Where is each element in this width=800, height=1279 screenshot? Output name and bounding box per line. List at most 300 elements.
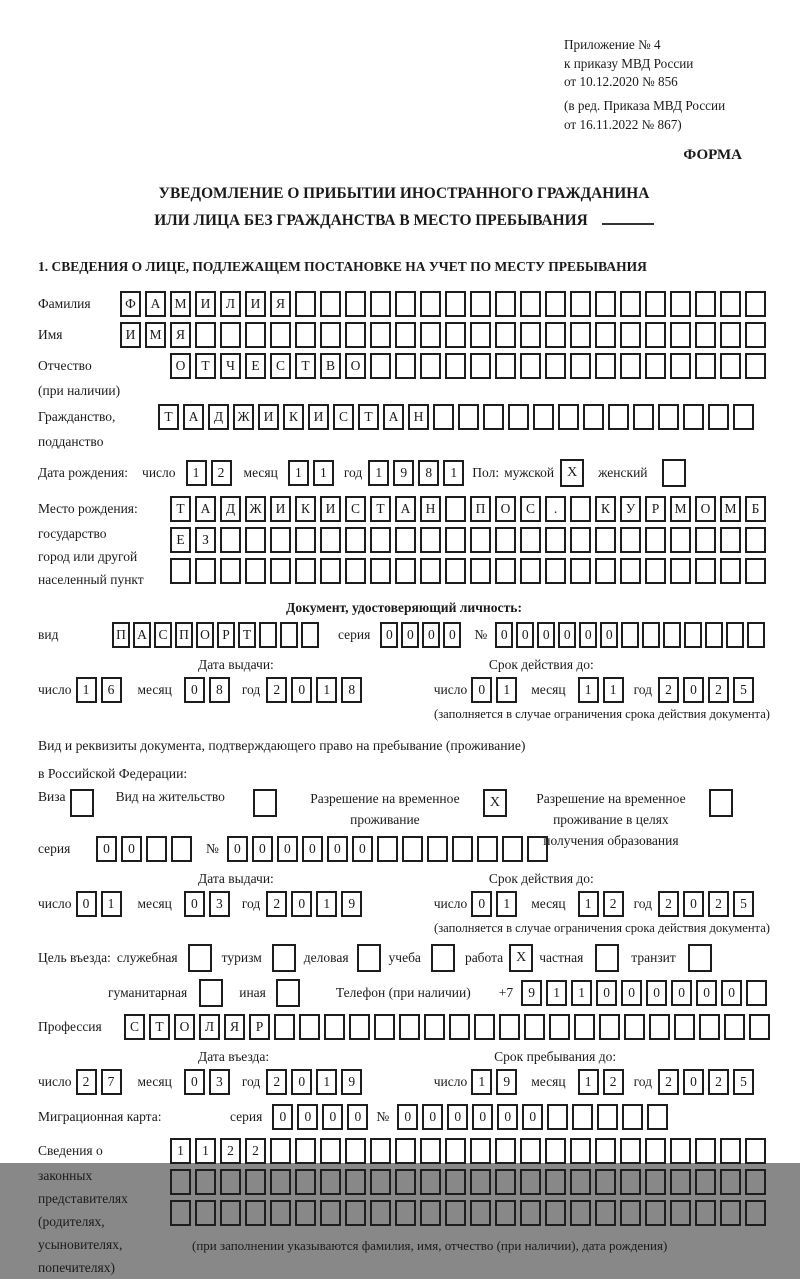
form-cell[interactable]	[420, 1169, 441, 1195]
form-cell[interactable]: 0	[472, 1104, 493, 1130]
form-cell[interactable]	[520, 1200, 541, 1226]
form-cell[interactable]: 2	[658, 677, 679, 703]
form-cell[interactable]: 0	[683, 891, 704, 917]
form-cell[interactable]: Т	[195, 353, 216, 379]
form-cell[interactable]: 0	[596, 980, 617, 1006]
form-cell[interactable]: 0	[443, 622, 461, 648]
form-cell[interactable]	[621, 622, 639, 648]
form-cell[interactable]	[645, 353, 666, 379]
form-cell[interactable]: Е	[170, 527, 191, 553]
form-cell[interactable]	[477, 836, 498, 862]
form-cell[interactable]	[683, 404, 704, 430]
form-cell[interactable]	[445, 1169, 466, 1195]
form-cell[interactable]	[320, 558, 341, 584]
form-cell[interactable]	[299, 1014, 320, 1040]
form-cell[interactable]: 0	[76, 891, 97, 917]
form-cell[interactable]: Т	[238, 622, 256, 648]
form-cell[interactable]	[420, 291, 441, 317]
form-cell[interactable]	[695, 1200, 716, 1226]
form-cell[interactable]: М	[670, 496, 691, 522]
form-cell[interactable]	[595, 527, 616, 553]
form-cell[interactable]: С	[124, 1014, 145, 1040]
form-cell[interactable]	[720, 291, 741, 317]
form-cell[interactable]	[597, 1104, 618, 1130]
form-cell[interactable]	[720, 1200, 741, 1226]
form-cell[interactable]	[395, 353, 416, 379]
form-cell[interactable]	[495, 1138, 516, 1164]
form-cell[interactable]	[620, 1138, 641, 1164]
form-cell[interactable]: 1	[288, 460, 309, 486]
form-cell[interactable]: О	[174, 1014, 195, 1040]
form-cell[interactable]: С	[345, 496, 366, 522]
form-cell[interactable]: 0	[227, 836, 248, 862]
form-cell[interactable]	[195, 1200, 216, 1226]
form-cell[interactable]	[747, 622, 765, 648]
form-cell[interactable]	[345, 527, 366, 553]
stay-year-cells[interactable]	[658, 1069, 758, 1095]
form-cell[interactable]: 1	[101, 891, 122, 917]
res-number-cells[interactable]	[227, 836, 552, 862]
form-cell[interactable]	[370, 1169, 391, 1195]
form-cell[interactable]	[545, 1169, 566, 1195]
form-cell[interactable]	[395, 1169, 416, 1195]
doc-kind-cells[interactable]	[112, 622, 322, 648]
form-cell[interactable]: Т	[370, 496, 391, 522]
form-cell[interactable]: А	[195, 496, 216, 522]
form-cell[interactable]: 0	[683, 677, 704, 703]
form-cell[interactable]	[445, 291, 466, 317]
form-cell[interactable]	[720, 558, 741, 584]
form-cell[interactable]	[645, 558, 666, 584]
male-checkbox[interactable]: X	[560, 459, 584, 487]
form-cell[interactable]	[620, 353, 641, 379]
form-cell[interactable]: 1	[546, 980, 567, 1006]
res-valid-month-cells[interactable]	[578, 891, 628, 917]
form-cell[interactable]: 0	[297, 1104, 318, 1130]
form-cell[interactable]	[499, 1014, 520, 1040]
form-cell[interactable]: 1	[443, 460, 464, 486]
form-cell[interactable]	[695, 558, 716, 584]
form-cell[interactable]: 5	[733, 677, 754, 703]
form-cell[interactable]: 0	[683, 1069, 704, 1095]
form-cell[interactable]	[558, 404, 579, 430]
form-cell[interactable]: Р	[645, 496, 666, 522]
form-cell[interactable]	[608, 404, 629, 430]
form-cell[interactable]	[670, 1169, 691, 1195]
form-cell[interactable]	[670, 353, 691, 379]
form-cell[interactable]	[433, 404, 454, 430]
form-cell[interactable]: 0	[522, 1104, 543, 1130]
form-cell[interactable]: 0	[646, 980, 667, 1006]
form-cell[interactable]	[495, 527, 516, 553]
form-cell[interactable]: М	[720, 496, 741, 522]
form-cell[interactable]	[370, 353, 391, 379]
form-cell[interactable]: К	[283, 404, 304, 430]
form-cell[interactable]: Б	[745, 496, 766, 522]
form-cell[interactable]: С	[154, 622, 172, 648]
form-cell[interactable]	[420, 558, 441, 584]
form-cell[interactable]	[445, 496, 466, 522]
form-cell[interactable]: 0	[447, 1104, 468, 1130]
purpose-work-checkbox[interactable]: X	[509, 944, 533, 972]
form-cell[interactable]	[545, 353, 566, 379]
legal-row2-cells[interactable]	[170, 1169, 770, 1195]
form-cell[interactable]	[295, 322, 316, 348]
legal-row1-cells[interactable]	[170, 1138, 770, 1164]
form-cell[interactable]	[370, 1200, 391, 1226]
form-cell[interactable]	[270, 1169, 291, 1195]
form-cell[interactable]	[270, 1138, 291, 1164]
form-cell[interactable]	[370, 322, 391, 348]
form-cell[interactable]: 0	[291, 1069, 312, 1095]
form-cell[interactable]	[470, 353, 491, 379]
form-cell[interactable]	[445, 1200, 466, 1226]
form-cell[interactable]: О	[345, 353, 366, 379]
form-cell[interactable]: Ф	[120, 291, 141, 317]
female-checkbox[interactable]	[662, 459, 686, 487]
profession-cells[interactable]	[124, 1014, 774, 1040]
form-cell[interactable]: 8	[341, 677, 362, 703]
form-cell[interactable]: 0	[380, 622, 398, 648]
form-cell[interactable]	[195, 1169, 216, 1195]
form-cell[interactable]	[220, 1169, 241, 1195]
form-cell[interactable]: 0	[497, 1104, 518, 1130]
form-cell[interactable]	[170, 1200, 191, 1226]
form-cell[interactable]	[295, 527, 316, 553]
form-cell[interactable]	[570, 527, 591, 553]
surname-cells[interactable]	[120, 291, 770, 317]
form-cell[interactable]	[724, 1014, 745, 1040]
form-cell[interactable]	[524, 1014, 545, 1040]
form-cell[interactable]: Ж	[233, 404, 254, 430]
form-cell[interactable]	[720, 353, 741, 379]
form-cell[interactable]	[470, 291, 491, 317]
form-cell[interactable]	[349, 1014, 370, 1040]
form-cell[interactable]: 0	[422, 622, 440, 648]
form-cell[interactable]	[171, 836, 192, 862]
form-cell[interactable]	[620, 322, 641, 348]
form-cell[interactable]: 0	[422, 1104, 443, 1130]
form-cell[interactable]	[245, 1169, 266, 1195]
form-cell[interactable]: 1	[571, 980, 592, 1006]
form-cell[interactable]	[620, 1200, 641, 1226]
form-cell[interactable]: А	[145, 291, 166, 317]
form-cell[interactable]: 8	[209, 677, 230, 703]
form-cell[interactable]	[746, 980, 767, 1006]
form-cell[interactable]: Н	[408, 404, 429, 430]
form-cell[interactable]	[345, 558, 366, 584]
form-cell[interactable]: Т	[170, 496, 191, 522]
temp-residence-checkbox[interactable]: X	[483, 789, 507, 817]
form-cell[interactable]	[745, 291, 766, 317]
name-cells[interactable]	[120, 322, 770, 348]
form-cell[interactable]: 2	[658, 1069, 679, 1095]
form-cell[interactable]	[295, 1169, 316, 1195]
form-cell[interactable]	[445, 1138, 466, 1164]
form-cell[interactable]: 2	[603, 891, 624, 917]
form-cell[interactable]	[620, 527, 641, 553]
form-cell[interactable]: С	[333, 404, 354, 430]
birth-year-cells[interactable]	[368, 460, 468, 486]
form-cell[interactable]	[495, 291, 516, 317]
form-cell[interactable]	[670, 558, 691, 584]
form-cell[interactable]: 0	[696, 980, 717, 1006]
purpose-commercial-checkbox[interactable]	[357, 944, 381, 972]
form-cell[interactable]	[705, 622, 723, 648]
form-cell[interactable]: А	[133, 622, 151, 648]
form-cell[interactable]: 0	[184, 891, 205, 917]
form-cell[interactable]	[595, 322, 616, 348]
form-cell[interactable]: 3	[209, 891, 230, 917]
form-cell[interactable]: А	[183, 404, 204, 430]
form-cell[interactable]	[670, 1200, 691, 1226]
form-cell[interactable]	[647, 1104, 668, 1130]
res-valid-year-cells[interactable]	[658, 891, 758, 917]
form-cell[interactable]	[642, 622, 660, 648]
form-cell[interactable]: 1	[496, 891, 517, 917]
form-cell[interactable]	[470, 1138, 491, 1164]
form-cell[interactable]: 0	[558, 622, 576, 648]
form-cell[interactable]	[595, 353, 616, 379]
form-cell[interactable]	[684, 622, 702, 648]
form-cell[interactable]	[220, 558, 241, 584]
form-cell[interactable]	[674, 1014, 695, 1040]
form-cell[interactable]	[245, 527, 266, 553]
form-cell[interactable]: 1	[76, 677, 97, 703]
form-cell[interactable]: Д	[220, 496, 241, 522]
form-cell[interactable]	[645, 322, 666, 348]
birth-month-cells[interactable]	[288, 460, 338, 486]
form-cell[interactable]: 0	[600, 622, 618, 648]
form-cell[interactable]: 0	[671, 980, 692, 1006]
form-cell[interactable]	[624, 1014, 645, 1040]
form-cell[interactable]	[649, 1014, 670, 1040]
form-cell[interactable]	[420, 1200, 441, 1226]
form-cell[interactable]: М	[170, 291, 191, 317]
form-cell[interactable]	[633, 404, 654, 430]
form-cell[interactable]	[570, 322, 591, 348]
form-cell[interactable]	[320, 1169, 341, 1195]
form-cell[interactable]	[458, 404, 479, 430]
form-cell[interactable]: 9	[496, 1069, 517, 1095]
id-valid-month-cells[interactable]	[578, 677, 628, 703]
form-cell[interactable]	[345, 1200, 366, 1226]
form-cell[interactable]: 7	[101, 1069, 122, 1095]
form-cell[interactable]: 2	[76, 1069, 97, 1095]
birth-place-row2-cells[interactable]	[170, 527, 770, 553]
form-cell[interactable]	[695, 1169, 716, 1195]
form-cell[interactable]: 0	[397, 1104, 418, 1130]
form-cell[interactable]	[570, 291, 591, 317]
form-cell[interactable]: П	[112, 622, 130, 648]
form-cell[interactable]	[280, 622, 298, 648]
form-cell[interactable]	[699, 1014, 720, 1040]
form-cell[interactable]	[545, 558, 566, 584]
form-cell[interactable]: О	[170, 353, 191, 379]
form-cell[interactable]: Р	[249, 1014, 270, 1040]
res-issue-day-cells[interactable]	[76, 891, 126, 917]
form-cell[interactable]	[245, 322, 266, 348]
form-cell[interactable]	[295, 1200, 316, 1226]
form-cell[interactable]	[420, 1138, 441, 1164]
form-cell[interactable]	[495, 1200, 516, 1226]
form-cell[interactable]	[449, 1014, 470, 1040]
form-cell[interactable]: К	[595, 496, 616, 522]
form-cell[interactable]: Т	[149, 1014, 170, 1040]
id-valid-year-cells[interactable]	[658, 677, 758, 703]
residence-permit-checkbox[interactable]	[253, 789, 277, 817]
form-cell[interactable]	[495, 558, 516, 584]
form-cell[interactable]	[645, 527, 666, 553]
form-cell[interactable]: 1	[603, 677, 624, 703]
form-cell[interactable]	[670, 527, 691, 553]
form-cell[interactable]	[195, 322, 216, 348]
form-cell[interactable]	[720, 1138, 741, 1164]
form-cell[interactable]: М	[145, 322, 166, 348]
form-cell[interactable]	[645, 1200, 666, 1226]
form-cell[interactable]: Т	[158, 404, 179, 430]
form-cell[interactable]: И	[270, 496, 291, 522]
form-cell[interactable]: Л	[220, 291, 241, 317]
phone-cells[interactable]	[521, 980, 771, 1006]
form-cell[interactable]	[545, 291, 566, 317]
id-issue-month-cells[interactable]	[184, 677, 234, 703]
form-cell[interactable]	[395, 1200, 416, 1226]
form-cell[interactable]	[733, 404, 754, 430]
purpose-humanitarian-checkbox[interactable]	[199, 979, 223, 1007]
form-cell[interactable]: 2	[708, 677, 729, 703]
form-cell[interactable]	[270, 558, 291, 584]
form-cell[interactable]	[395, 291, 416, 317]
form-cell[interactable]: Ж	[245, 496, 266, 522]
form-cell[interactable]: 2	[245, 1138, 266, 1164]
form-cell[interactable]: 0	[471, 891, 492, 917]
form-cell[interactable]: 0	[291, 677, 312, 703]
form-cell[interactable]: 0	[184, 677, 205, 703]
form-cell[interactable]	[270, 322, 291, 348]
form-cell[interactable]	[520, 353, 541, 379]
form-cell[interactable]	[502, 836, 523, 862]
form-cell[interactable]: 0	[621, 980, 642, 1006]
form-cell[interactable]	[745, 558, 766, 584]
form-cell[interactable]: 2	[266, 1069, 287, 1095]
birth-place-row3-cells[interactable]	[170, 558, 770, 584]
form-cell[interactable]: 6	[101, 677, 122, 703]
form-cell[interactable]: 1	[316, 1069, 337, 1095]
form-cell[interactable]	[545, 1200, 566, 1226]
form-cell[interactable]: И	[245, 291, 266, 317]
form-cell[interactable]	[470, 322, 491, 348]
form-cell[interactable]	[474, 1014, 495, 1040]
form-cell[interactable]	[320, 1138, 341, 1164]
form-cell[interactable]	[270, 1200, 291, 1226]
form-cell[interactable]: 1	[578, 891, 599, 917]
form-cell[interactable]	[220, 322, 241, 348]
form-cell[interactable]: 1	[368, 460, 389, 486]
form-cell[interactable]	[295, 1138, 316, 1164]
form-cell[interactable]: 0	[352, 836, 373, 862]
stay-month-cells[interactable]	[578, 1069, 628, 1095]
form-cell[interactable]	[670, 1138, 691, 1164]
form-cell[interactable]: 9	[521, 980, 542, 1006]
form-cell[interactable]: П	[175, 622, 193, 648]
form-cell[interactable]	[195, 558, 216, 584]
form-cell[interactable]	[663, 622, 681, 648]
purpose-study-checkbox[interactable]	[431, 944, 455, 972]
form-cell[interactable]	[320, 322, 341, 348]
form-cell[interactable]: 1	[316, 677, 337, 703]
form-cell[interactable]	[320, 527, 341, 553]
form-cell[interactable]: 0	[401, 622, 419, 648]
form-cell[interactable]: 8	[418, 460, 439, 486]
form-cell[interactable]	[420, 527, 441, 553]
form-cell[interactable]: Я	[170, 322, 191, 348]
form-cell[interactable]	[170, 558, 191, 584]
form-cell[interactable]	[599, 1014, 620, 1040]
doc-series-cells[interactable]	[380, 622, 464, 648]
form-cell[interactable]	[445, 527, 466, 553]
form-cell[interactable]: З	[195, 527, 216, 553]
form-cell[interactable]	[695, 322, 716, 348]
form-cell[interactable]	[720, 1169, 741, 1195]
form-cell[interactable]	[595, 1169, 616, 1195]
form-cell[interactable]	[570, 1169, 591, 1195]
form-cell[interactable]: Я	[224, 1014, 245, 1040]
form-cell[interactable]	[720, 322, 741, 348]
form-cell[interactable]: 2	[220, 1138, 241, 1164]
form-cell[interactable]	[402, 836, 423, 862]
form-cell[interactable]	[470, 527, 491, 553]
form-cell[interactable]	[270, 527, 291, 553]
form-cell[interactable]	[520, 558, 541, 584]
form-cell[interactable]	[445, 322, 466, 348]
form-cell[interactable]: 9	[341, 891, 362, 917]
birth-day-cells[interactable]	[186, 460, 236, 486]
form-cell[interactable]	[445, 353, 466, 379]
form-cell[interactable]	[495, 1169, 516, 1195]
form-cell[interactable]: 2	[266, 891, 287, 917]
form-cell[interactable]	[695, 353, 716, 379]
form-cell[interactable]	[324, 1014, 345, 1040]
form-cell[interactable]	[370, 291, 391, 317]
stay-day-cells[interactable]	[471, 1069, 521, 1095]
form-cell[interactable]	[545, 322, 566, 348]
form-cell[interactable]: 1	[195, 1138, 216, 1164]
res-issue-month-cells[interactable]	[184, 891, 234, 917]
form-cell[interactable]	[620, 558, 641, 584]
form-cell[interactable]: 9	[341, 1069, 362, 1095]
form-cell[interactable]: 0	[471, 677, 492, 703]
form-cell[interactable]	[658, 404, 679, 430]
form-cell[interactable]	[508, 404, 529, 430]
form-cell[interactable]: 1	[313, 460, 334, 486]
form-cell[interactable]	[170, 1169, 191, 1195]
form-cell[interactable]	[595, 558, 616, 584]
form-cell[interactable]: Н	[420, 496, 441, 522]
form-cell[interactable]	[745, 1200, 766, 1226]
form-cell[interactable]: 1	[578, 677, 599, 703]
form-cell[interactable]: 1	[496, 677, 517, 703]
form-cell[interactable]	[695, 291, 716, 317]
form-cell[interactable]: И	[195, 291, 216, 317]
form-cell[interactable]	[470, 1169, 491, 1195]
mig-number-cells[interactable]	[397, 1104, 672, 1130]
id-valid-day-cells[interactable]	[471, 677, 521, 703]
citizenship-cells[interactable]	[158, 404, 758, 430]
form-cell[interactable]	[259, 622, 277, 648]
legal-row3-cells[interactable]	[170, 1200, 770, 1226]
form-cell[interactable]	[420, 353, 441, 379]
